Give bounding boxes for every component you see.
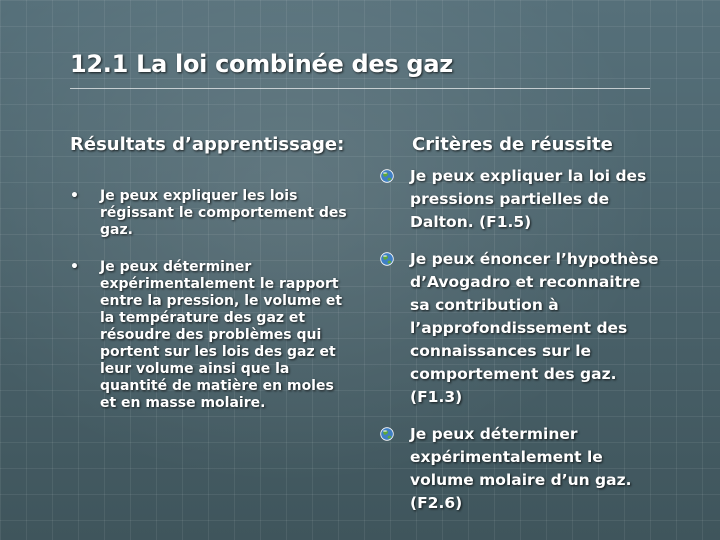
title-underline	[70, 88, 650, 89]
list-item-text: Je peux déterminer expérimentalement le rapport entre la pression, le volume et la température des gaz et résoudre des problèmes qui portent sur les lois des gaz et leur volume ainsi que la quantité de matière en moles et en masse molaire.	[100, 259, 343, 411]
list-item-text: Je peux expliquer les lois régissant le comportement des gaz.	[100, 188, 347, 238]
learning-outcomes-heading: Résultats d’apprentissage:	[70, 134, 345, 155]
success-criteria-list	[380, 165, 660, 529]
list-item-text: Je peux déterminer expérimentalement le volume molaire d’un gaz. (F2.6)	[410, 425, 632, 512]
list-item-text: Je peux expliquer la loi des pressions partielles de Dalton. (F1.5)	[410, 167, 647, 231]
list-item-text: Je peux énoncer l’hypothèse d’Avogadro et reconnaitre sa contribution à l’approfondissement des connaissances sur le comportement des gaz. (F1.3)	[410, 250, 659, 406]
list-item	[380, 423, 660, 515]
bullet-dot-icon: •	[70, 188, 79, 204]
slide-title: 12.1 La loi combinée des gaz	[70, 50, 453, 78]
list-item	[70, 188, 350, 239]
list-item	[380, 165, 660, 234]
bullet-dot-icon: •	[70, 259, 79, 275]
success-criteria-heading: Critères de réussite	[412, 134, 613, 155]
globe-bullet-icon	[380, 252, 394, 266]
list-item	[70, 259, 350, 412]
list-item	[380, 248, 660, 409]
globe-bullet-icon	[380, 427, 394, 441]
learning-outcomes-list	[70, 188, 350, 432]
globe-bullet-icon	[380, 169, 394, 183]
